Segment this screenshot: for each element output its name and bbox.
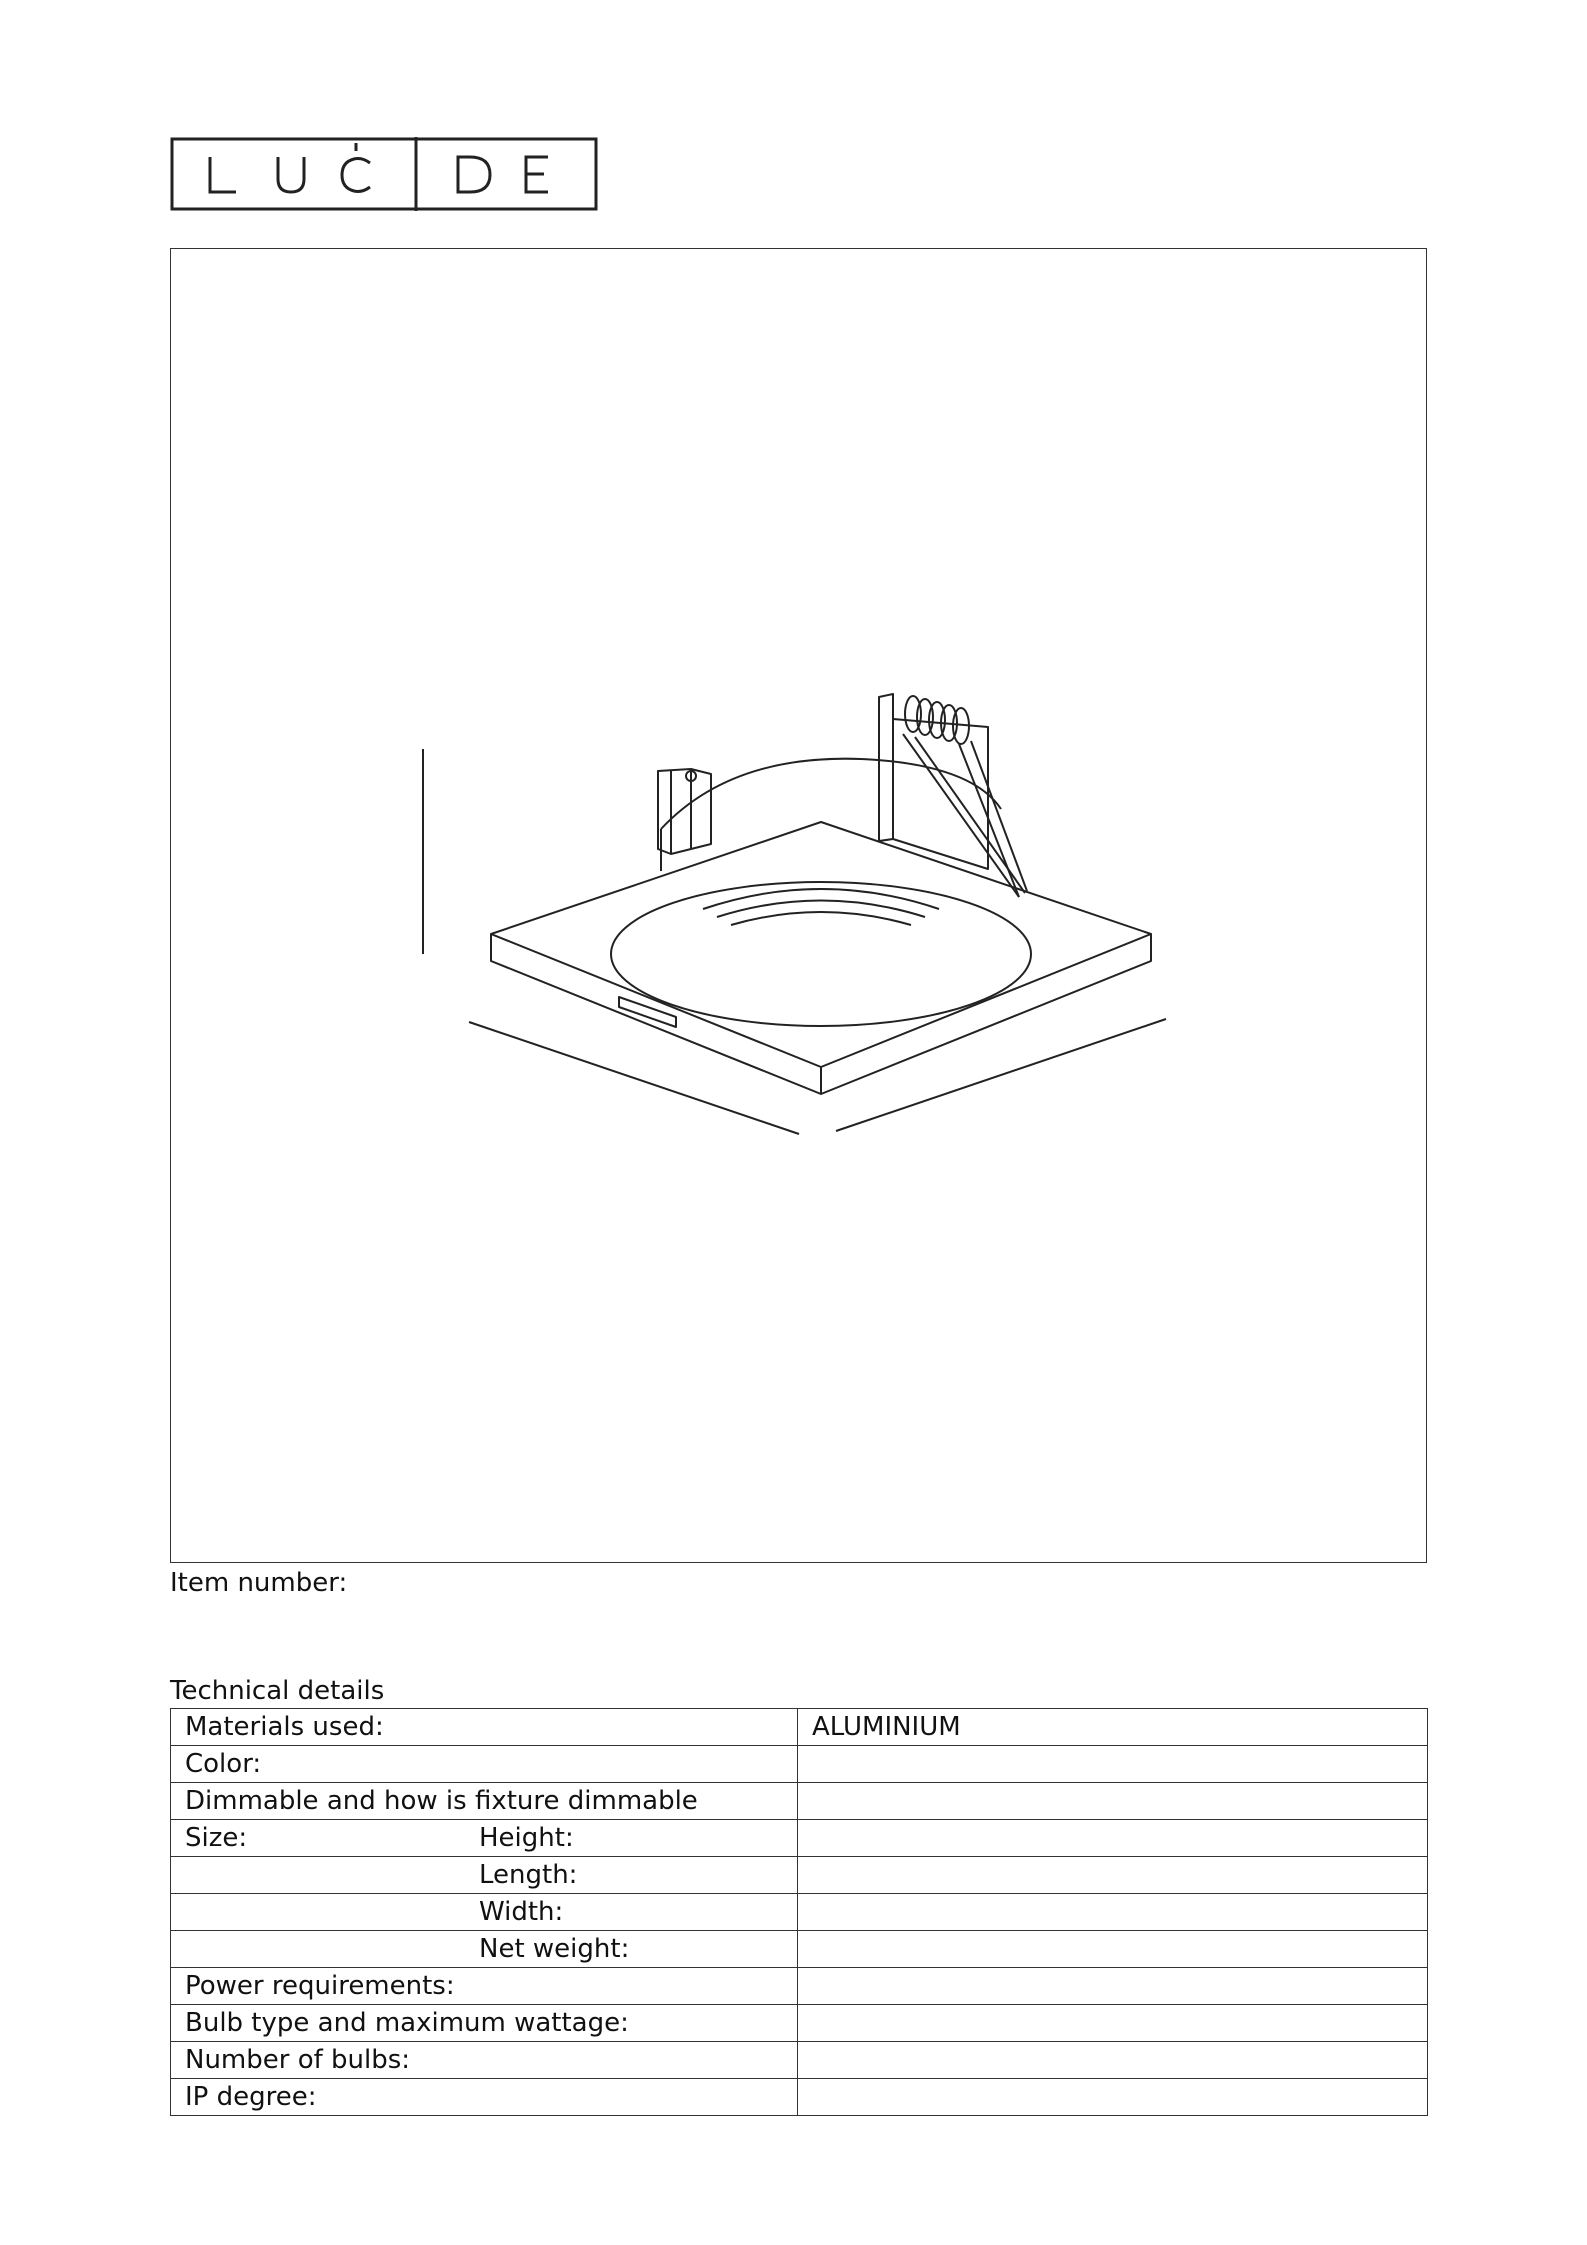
product-drawing-frame <box>170 248 1427 1563</box>
table-row <box>171 1820 1428 1857</box>
table-row <box>171 2005 1428 2042</box>
spec-label-cell <box>171 1857 798 1894</box>
spec-value-cell <box>798 1709 1428 1746</box>
table-row <box>171 1857 1428 1894</box>
spec-value-cell <box>798 2042 1428 2079</box>
spec-value-cell <box>798 1968 1428 2005</box>
spec-label-cell <box>171 2079 798 2116</box>
table-row <box>171 2042 1428 2079</box>
spec-value-cell <box>798 1783 1428 1820</box>
lucide-logo <box>170 137 598 211</box>
spec-sub-label: Net weight: <box>479 1934 630 1964</box>
spec-label-cell: Size: Height: <box>171 1820 798 1857</box>
technical-details-heading: Technical details <box>170 1676 385 1706</box>
item-number-label: Item number: <box>170 1568 348 1598</box>
table-row <box>171 2079 1428 2116</box>
spec-sub-label: Height: <box>479 1823 574 1853</box>
table-row <box>171 1931 1428 1968</box>
spec-value-cell <box>798 1931 1428 1968</box>
spec-label: Dimmable and how is fixture dimmable <box>185 1786 698 1816</box>
spec-label: Materials used: <box>185 1712 384 1742</box>
spec-label-cell <box>171 2042 798 2079</box>
spec-label: Bulb type and maximum wattage: <box>185 2008 629 2038</box>
spec-label: Color: <box>185 1749 262 1779</box>
recessed-square-downlight-icon <box>171 249 1428 1564</box>
table-row <box>171 1968 1428 2005</box>
spec-label-cell <box>171 1709 798 1746</box>
spec-label: IP degree: <box>185 2082 317 2112</box>
spec-label-cell <box>171 1783 798 1820</box>
spec-label-cell <box>171 1746 798 1783</box>
spec-label-cell <box>171 1931 798 1968</box>
spec-value-cell <box>798 1857 1428 1894</box>
spec-value-cell <box>798 1894 1428 1931</box>
spec-label-cell <box>171 1894 798 1931</box>
table-row <box>171 1894 1428 1931</box>
spec-value: ALUMINIUM <box>812 1712 961 1742</box>
spec-sub-label: Width: <box>479 1897 564 1927</box>
spec-label: Number of bulbs: <box>185 2045 411 2075</box>
spec-value-cell <box>798 2005 1428 2042</box>
spec-value-cell <box>798 2079 1428 2116</box>
spec-sub-label: Length: <box>479 1860 578 1890</box>
spec-value-cell <box>798 1746 1428 1783</box>
lucide-logo-mark <box>170 137 598 211</box>
technical-details-table <box>170 1708 1428 2116</box>
spec-label: Power requirements: <box>185 1971 455 2001</box>
table-row <box>171 1783 1428 1820</box>
table-row <box>171 1746 1428 1783</box>
spec-label-cell <box>171 2005 798 2042</box>
spec-label-cell <box>171 1968 798 2005</box>
table-row <box>171 1709 1428 1746</box>
spec-value-cell <box>798 1820 1428 1857</box>
